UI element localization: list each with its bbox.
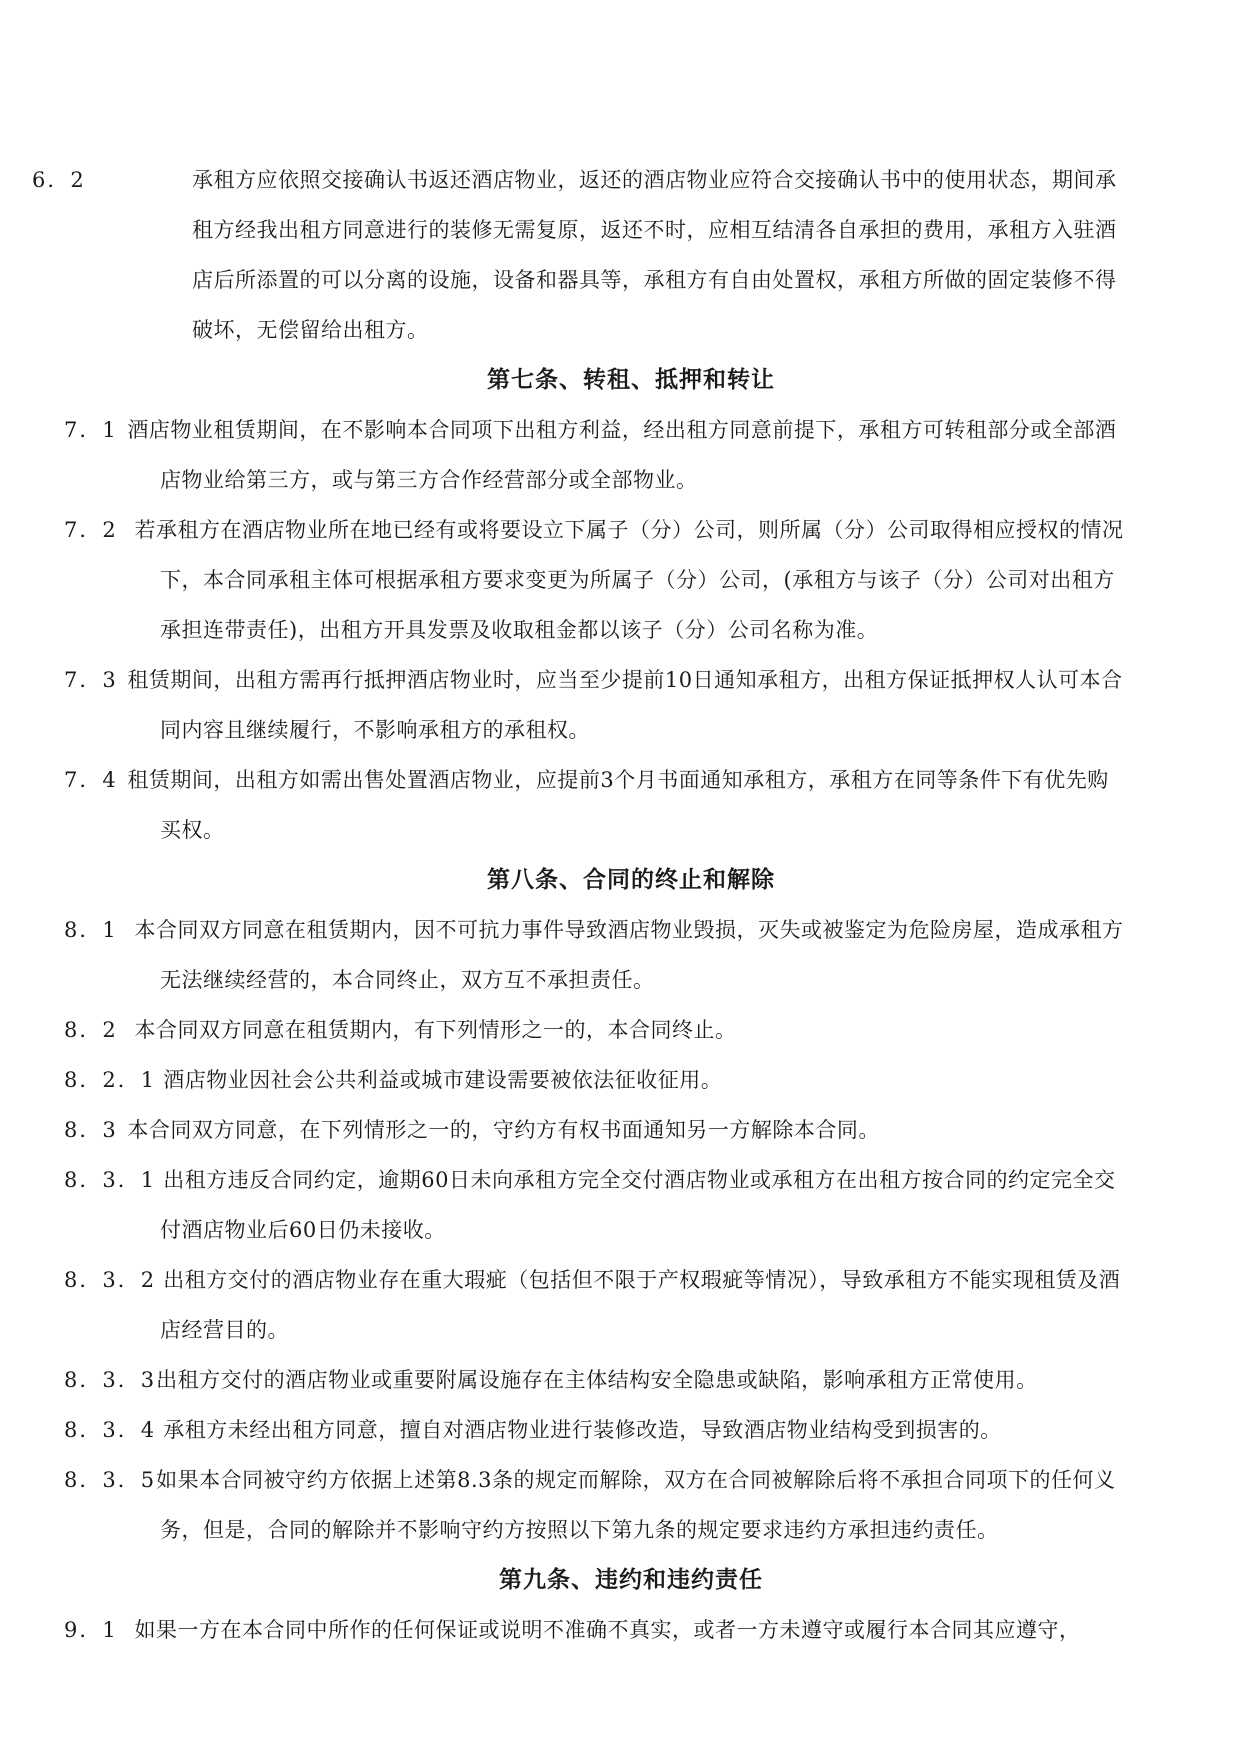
- section-heading-7: 第七条、转租、抵押和转让: [487, 367, 775, 393]
- clause-8-3: [64, 1105, 1130, 1155]
- clause-number: 7．3: [64, 668, 118, 692]
- clause-text: 本合同双方同意在租赁期内，因不可抗力事件导致酒店物业毁损，灭失或被鉴定为危险房屋，造成承租方无法继续经营的，本合同终止，双方互不承担责任。: [134, 918, 1124, 992]
- clause-text: 租赁期间，出租方需再行抵押酒店物业时，应当至少提前10日通知承租方，出租方保证抵押权人认可本合同内容且继续履行，不影响承租方的承租权。: [127, 668, 1123, 742]
- clause-8-1: [64, 905, 1130, 1005]
- clause-text: 承租方未经出租方同意，擅自对酒店物业进行装修改造，导致酒店物业结构受到损害的。: [163, 1418, 1002, 1442]
- clause-text: 出租方违反合同约定，逾期60日未向承租方完全交付酒店物业或承租方在出租方按合同的约定完全交付酒店物业后60日仍未接收。: [160, 1168, 1116, 1242]
- clause-7-4: [64, 755, 1130, 855]
- clause-text: 酒店物业租赁期间，在不影响本合同项下出租方利益，经出租方同意前提下，承租方可转租部分或全部酒店物业给第三方，或与第三方合作经营部分或全部物业。: [127, 418, 1117, 492]
- clause-number: 8．3．1: [64, 1168, 157, 1192]
- clause-6-2: [32, 155, 1130, 355]
- clause-number: 8．1: [64, 918, 118, 942]
- clause-text: 租赁期间，出租方如需出售处置酒店物业，应提前3个月书面通知承租方，承租方在同等条件下有优先购买权。: [127, 768, 1109, 842]
- clause-8-3-4: [64, 1405, 1130, 1455]
- clause-number: 7．4: [64, 768, 118, 792]
- clause-text: 如果一方在本合同中所作的任何保证或说明不准确不真实，或者一方未遵守或履行本合同其应遵守，: [134, 1618, 1081, 1642]
- clause-number: 6．2: [32, 168, 86, 192]
- clause-number: 8．3: [64, 1118, 118, 1142]
- contract-body: [32, 155, 1130, 1655]
- clause-8-2-1: [64, 1055, 1130, 1105]
- section-heading-9: 第九条、违约和违约责任: [499, 1567, 763, 1593]
- clause-number: 7．1: [64, 418, 118, 442]
- clause-number: 8．2．1: [64, 1068, 157, 1092]
- clause-8-2: [64, 1005, 1130, 1055]
- clause-7-1: [64, 405, 1130, 505]
- clause-text: 若承租方在酒店物业所在地已经有或将要设立下属子（分）公司，则所属（分）公司取得相应授权的情况下，本合同承租主体可根据承租方要求变更为所属子（分）公司，(承租方与该子（分）公司对出租方承担连带责任)，出租方开具发票及收取租金都以该子（分）公司名称为准。: [134, 518, 1124, 642]
- clause-8-3-3: [64, 1355, 1130, 1405]
- clause-text: 酒店物业因社会公共利益或城市建设需要被依法征收征用。: [163, 1068, 723, 1092]
- section-heading-8: 第八条、合同的终止和解除: [487, 867, 775, 893]
- clause-text: 出租方交付的酒店物业存在重大瑕疵（包括但不限于产权瑕疵等情况），导致承租方不能实现租赁及酒店经营目的。: [160, 1268, 1121, 1342]
- clause-7-3: [64, 655, 1130, 755]
- clause-text: 出租方交付的酒店物业或重要附属设施存在主体结构安全隐患或缺陷，影响承租方正常使用。: [156, 1368, 1038, 1392]
- clause-number: 8．3．3: [64, 1368, 157, 1392]
- clause-number: 8．3．4: [64, 1418, 157, 1442]
- clause-text: 承租方应依照交接确认书返还酒店物业，返还的酒店物业应符合交接确认书中的使用状态，期间承租方经我出租方同意进行的装修无需复原，返还不时，应相互结清各自承担的费用，承租方入驻酒店后所添置的可以分离的设施，设备和器具等，承租方有自由处置权，承租方所做的固定装修不得破坏，无偿留给出租方。: [192, 168, 1117, 342]
- clause-text: 本合同双方同意在租赁期内，有下列情形之一的，本合同终止。: [134, 1018, 737, 1042]
- clause-text: 如果本合同被守约方依据上述第8.3条的规定而解除，双方在合同被解除后将不承担合同项下的任何义务，但是，合同的解除并不影响守约方按照以下第九条的规定要求违约方承担违约责任。: [156, 1468, 1116, 1542]
- clause-9-1: [64, 1605, 1130, 1655]
- clause-number: 8．3．5: [64, 1468, 157, 1492]
- clause-number: 8．2: [64, 1018, 118, 1042]
- clause-number: 7．2: [64, 518, 118, 542]
- clause-7-2: [64, 505, 1130, 655]
- clause-8-3-5: [64, 1455, 1130, 1555]
- clause-8-3-1: [64, 1155, 1130, 1255]
- clause-number: 9．1: [64, 1618, 118, 1642]
- clause-number: 8．3．2: [64, 1268, 157, 1292]
- clause-text: 本合同双方同意，在下列情形之一的，守约方有权书面通知另一方解除本合同。: [127, 1118, 880, 1142]
- clause-8-3-2: [64, 1255, 1130, 1355]
